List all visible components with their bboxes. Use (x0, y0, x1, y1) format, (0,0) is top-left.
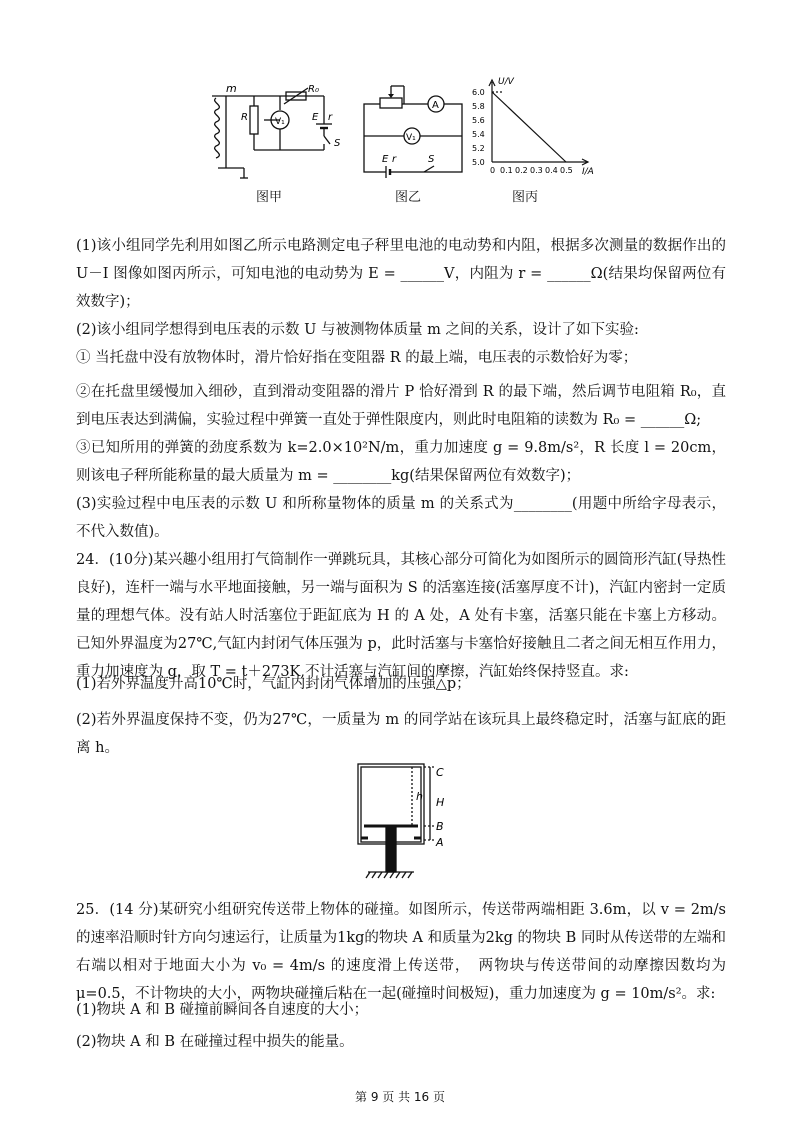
x-tick: 0.4 (545, 166, 558, 175)
graph-x-ticks (490, 166, 573, 175)
label-m: m (226, 84, 237, 95)
label-e: E (312, 112, 319, 123)
figure-jia-circuit (204, 84, 344, 184)
label-a: A (432, 100, 439, 111)
label-v-yi: V₁ (406, 133, 416, 143)
page-footer: 第 9 页 共 16 页 (355, 1090, 445, 1104)
x-tick: 0.2 (515, 166, 528, 175)
q25-part2: (2)物块 A 和 B 在碰撞过程中损失的能量。 (76, 1034, 354, 1050)
label-r: R (241, 112, 248, 123)
label-e-yi: E (382, 154, 389, 165)
label-rr: r (328, 112, 333, 123)
q23-step1: ① 当托盘中没有放物体时，滑片恰好指在变阻器 R 的最上端，电压表的示数恰好为零； (76, 350, 638, 366)
label-a-cyl: A (436, 836, 444, 849)
caption-jia: 图甲 (256, 190, 283, 205)
q23-part3: (3)实验过程中电压表的示数 U 和所称量物体的质量 m 的关系式为________(用题中所给字母表示，不代入数值)。 (76, 496, 726, 540)
label-s: S (334, 138, 341, 149)
graph-y-ticks (472, 88, 485, 167)
x-tick: 0 (490, 166, 496, 175)
label-h-big: H (436, 796, 445, 809)
label-r0: R₀ (308, 84, 319, 95)
q25-part1: (1)物块 A 和 B 碰撞前瞬间各自速度的大小； (76, 1002, 369, 1018)
x-tick: 0.3 (530, 166, 543, 175)
label-r-yi: r (392, 154, 397, 165)
label-v: V₁ (275, 117, 285, 127)
caption-bing: 图丙 (512, 190, 539, 205)
graph-x-label: I/A (582, 167, 594, 177)
figure-cylinder (350, 760, 460, 884)
label-b: B (436, 820, 444, 833)
x-tick: 0.1 (500, 166, 513, 175)
q23-step3: ③已知所用的弹簧的劲度系数为 k=2.0×10²N/m，重力加速度 g = 9.8m/s²，R 长度 l = 20cm，则该电子秤所能称量的最大质量为 m = ________kg(结果保留两位有效数字)； (76, 440, 726, 484)
q24-part1: (1)若外界温度升高10℃时，气缸内封闭气体增加的压强△p； (76, 676, 471, 692)
x-tick: 0.5 (560, 166, 573, 175)
y-tick: 5.8 (472, 102, 485, 111)
y-tick: 5.0 (472, 158, 485, 167)
graph-y-label: U/V (498, 77, 514, 87)
q23-part1: (1)该小组同学先利用如图乙所示电路测定电子秤里电池的电动势和内阻，根据多次测量的数据作出的 U－I 图像如图丙所示，可知电池的电动势为 E = ______V，内阻为 r = ______Ω(结果均保留两位有效数字)； (76, 238, 726, 310)
y-tick: 5.4 (472, 130, 485, 139)
y-tick: 5.2 (472, 144, 485, 153)
y-tick: 5.6 (472, 116, 485, 125)
q23-step2: ②在托盘里缓慢加入细砂，直到滑动变阻器的滑片 P 恰好滑到 R 的最下端，然后调节电阻箱 R₀，直到电压表达到满偏，实验过程中弹簧一直处于弹性限度内，则此时电阻箱的读数为 R₀ = ______Ω; (76, 384, 726, 428)
figure-yi-circuit (360, 84, 470, 184)
label-c: C (436, 766, 444, 779)
q25-stem: 25．(14 分)某研究小组研究传送带上物体的碰撞。如图所示，传送带两端相距 3.6m，以 v = 2m/s 的速率沿顺时针方向匀速运行，让质量为1kg的物块 A 和质量为2kg 的物块 B 同时从传送带的左端和右端以相对于地面大小为 v₀ = 4m/s 的速度滑上传送带， 两物块与传送带间的动摩擦因数均为 μ=0.5，不计物块的大小，两物块碰撞后粘在一起(碰撞时间极短)，重力加速度为 g = 10m/s²。求: (76, 902, 726, 1002)
q23-part2: (2)该小组同学想得到电压表的示数 U 与被测物体质量 m 之间的关系，设计了如下实验: (76, 322, 639, 338)
q24-stem: 24．(10分)某兴趣小组用打气筒制作一弹跳玩具，其核心部分可简化为如图所示的圆筒形汽缸(导热性良好)，连杆一端与水平地面接触，另一端与面积为 S 的活塞连接(活塞厚度不计)，汽缸内密封一定质量的理想气体。没有站人时活塞位于距缸底为 H 的 A 处，A 处有卡塞，活塞只能在卡塞上方移动。已知外界温度为27℃,气缸内封闭气体压强为 p，此时活塞与卡塞恰好接触且二者之间无相互作用力，重力加速度为 g，取 T = t＋273K,不计活塞与汽缸间的摩擦，汽缸始终保持竖直。求: (76, 552, 726, 680)
q24-part2: (2)若外界温度保持不变，仍为27℃，一质量为 m 的同学站在该玩具上最终稳定时，活塞与缸底的距离 h。 (76, 712, 726, 756)
y-tick: 6.0 (472, 88, 485, 97)
caption-yi: 图乙 (395, 190, 422, 205)
label-s-yi: S (428, 154, 435, 165)
label-h-small: h (416, 790, 423, 803)
figure-bing-graph (470, 76, 600, 180)
